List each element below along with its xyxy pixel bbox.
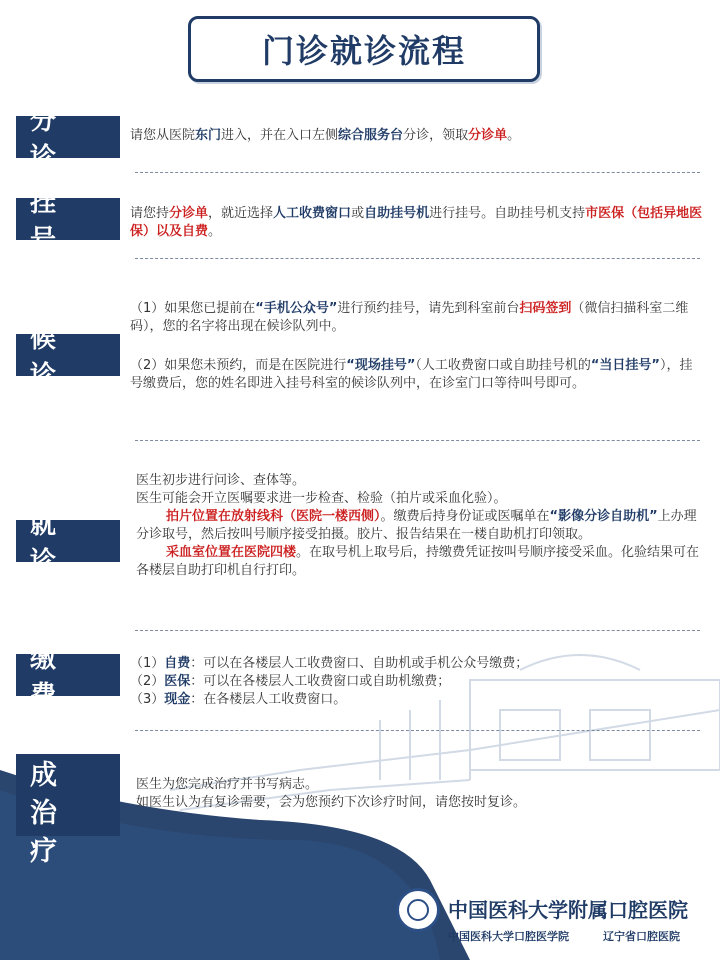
footer-sub-right: 辽宁省口腔医院 xyxy=(603,930,680,943)
jz4-t1: 。在取号机上取号后，持缴费凭证按叫号顺序接受采血。化验结果可在各楼层自助打印机自行打印。 xyxy=(136,545,700,578)
fz-t4: 分诊，领取 xyxy=(403,128,469,143)
divider xyxy=(135,630,700,631)
fz-t6: 。 xyxy=(507,128,521,143)
gh-t4: 或 xyxy=(351,206,365,221)
jiaofei-item xyxy=(130,673,700,691)
jiaofei-label-text: 缴 费 xyxy=(30,644,71,711)
fenzhen-label-text: 分 诊 xyxy=(30,106,71,173)
divider xyxy=(135,258,700,259)
jf2-key: 现金 xyxy=(164,692,191,707)
jiaofei-list xyxy=(130,655,700,709)
gh-t0: 请您持 xyxy=(130,206,170,221)
hz1-t4: （微信扫描科室二维码），您的名字将出现在候诊队列中。 xyxy=(130,301,689,334)
divider xyxy=(135,730,700,731)
section-label-jiuzhen xyxy=(16,510,120,577)
hz1-t0: （1）如果您已提前在 xyxy=(130,301,256,316)
jz-line1: 医生初步进行问诊、查体等。 xyxy=(136,473,306,488)
jz4-t0: 采血室位置在医院四楼 xyxy=(166,545,297,560)
jf2-desc: ：在各楼层人工收费窗口。 xyxy=(190,692,347,707)
jiuzhen-label-text: 就 诊 xyxy=(30,510,71,577)
page-title-box xyxy=(188,16,540,82)
jf2-num: （3） xyxy=(130,692,165,707)
footer-subtitle xyxy=(448,928,680,944)
guahao-label-text: 挂 号 xyxy=(30,188,71,255)
section-label-guahao xyxy=(16,188,120,255)
section-label-houzhen xyxy=(16,324,120,391)
hz2-t2: （人工收费窗口或自助挂号机的 xyxy=(415,358,591,373)
section-label-fenzhen xyxy=(16,106,120,173)
houzhen-label-text: 候 诊 xyxy=(30,324,71,391)
jiaofei-item xyxy=(130,691,700,709)
hz2-t1: “现场挂号” xyxy=(346,358,416,373)
jz3-t0: 拍片位置在放射线科（医院一楼西侧） xyxy=(166,509,381,524)
jz3-t1: 。缴费后持身份证或医嘱单在 xyxy=(380,509,550,524)
fz-t0: 请您从医院 xyxy=(130,128,196,143)
gh-t3: 人工收费窗口 xyxy=(273,206,352,221)
jf1-desc: ：可以在各楼层人工收费窗口或自助机缴费； xyxy=(190,674,451,689)
gh-t2: ，就近选择 xyxy=(208,206,274,221)
guahao-text xyxy=(130,205,710,241)
gh-t5: 自助挂号机 xyxy=(364,206,430,221)
jf0-key: 自费 xyxy=(164,656,191,671)
jiaofei-item xyxy=(130,655,700,673)
gh-t6: 进行挂号。自助挂号机支持 xyxy=(429,206,586,221)
hospital-logo-icon xyxy=(396,888,440,932)
hz1-t1: “手机公众号” xyxy=(255,301,338,316)
wancheng-label-line2: 治 疗 xyxy=(30,798,71,867)
hz2-t4: ），挂号缴费后，您的姓名即进入挂号科室的候诊队列中，在诊室门口等待叫号即可。 xyxy=(130,358,693,391)
hz2-t0: （2）如果您未预约，而是在医院进行 xyxy=(130,358,347,373)
gh-t1: 分诊单 xyxy=(169,206,209,221)
wancheng-text xyxy=(136,776,702,812)
jz-p4 xyxy=(136,544,702,580)
houzhen-p1 xyxy=(130,300,698,336)
houzhen-p2 xyxy=(130,357,698,393)
fenzhen-text xyxy=(130,127,710,145)
section-label-jiaofei xyxy=(16,644,120,711)
hz2-t3: “当日挂号” xyxy=(590,358,660,373)
fz-t3: 综合服务台 xyxy=(338,128,404,143)
jf1-key: 医保 xyxy=(164,674,191,689)
jz3-t3: 上办理分诊取号，然后按叫号顺序接受拍摄。胶片、报告结果在一楼自助机打印领取。 xyxy=(136,509,697,542)
fz-t2: 进入，并在入口左侧 xyxy=(221,128,339,143)
jz-p3 xyxy=(136,508,702,544)
divider xyxy=(135,172,700,173)
footer-title xyxy=(448,894,688,923)
jz-line2: 医生可能会开立医嘱要求进一步检查、检验（拍片或采血化验）。 xyxy=(136,491,507,506)
gh-t8: 。 xyxy=(208,224,222,239)
gh-t7: 市医保（包括异地医保）以及自费 xyxy=(130,206,703,239)
jf0-desc: ：可以在各楼层人工收费窗口、自助机或手机公众号缴费； xyxy=(190,656,529,671)
jz3-t2: “影像分诊自助机” xyxy=(549,509,658,524)
jiuzhen-text xyxy=(136,472,702,580)
wc-line2: 如医生认为有复诊需要，会为您预约下次诊疗时间，请您按时复诊。 xyxy=(136,795,527,810)
jf0-num: （1） xyxy=(130,656,165,671)
fz-t5: 分诊单 xyxy=(468,128,508,143)
hz1-t2: 进行预约挂号，请先到科室前台 xyxy=(337,301,520,316)
footer-sub-left: 中国医科大学口腔医学院 xyxy=(448,930,569,943)
footer-university: 中国医科大学 xyxy=(448,898,568,922)
hz1-t3: 扫码签到 xyxy=(519,301,572,316)
section-label-wancheng xyxy=(16,722,120,867)
fz-t1: 东门 xyxy=(195,128,222,143)
divider xyxy=(135,440,700,441)
jf1-num: （2） xyxy=(130,674,165,689)
wc-line1: 医生为您完成治疗并书写病志。 xyxy=(136,777,319,792)
wancheng-label-line1: 完 成 xyxy=(30,722,71,791)
footer-hospital: 附属口腔医院 xyxy=(568,898,688,922)
page-title: 门诊就诊流程 xyxy=(261,32,466,70)
